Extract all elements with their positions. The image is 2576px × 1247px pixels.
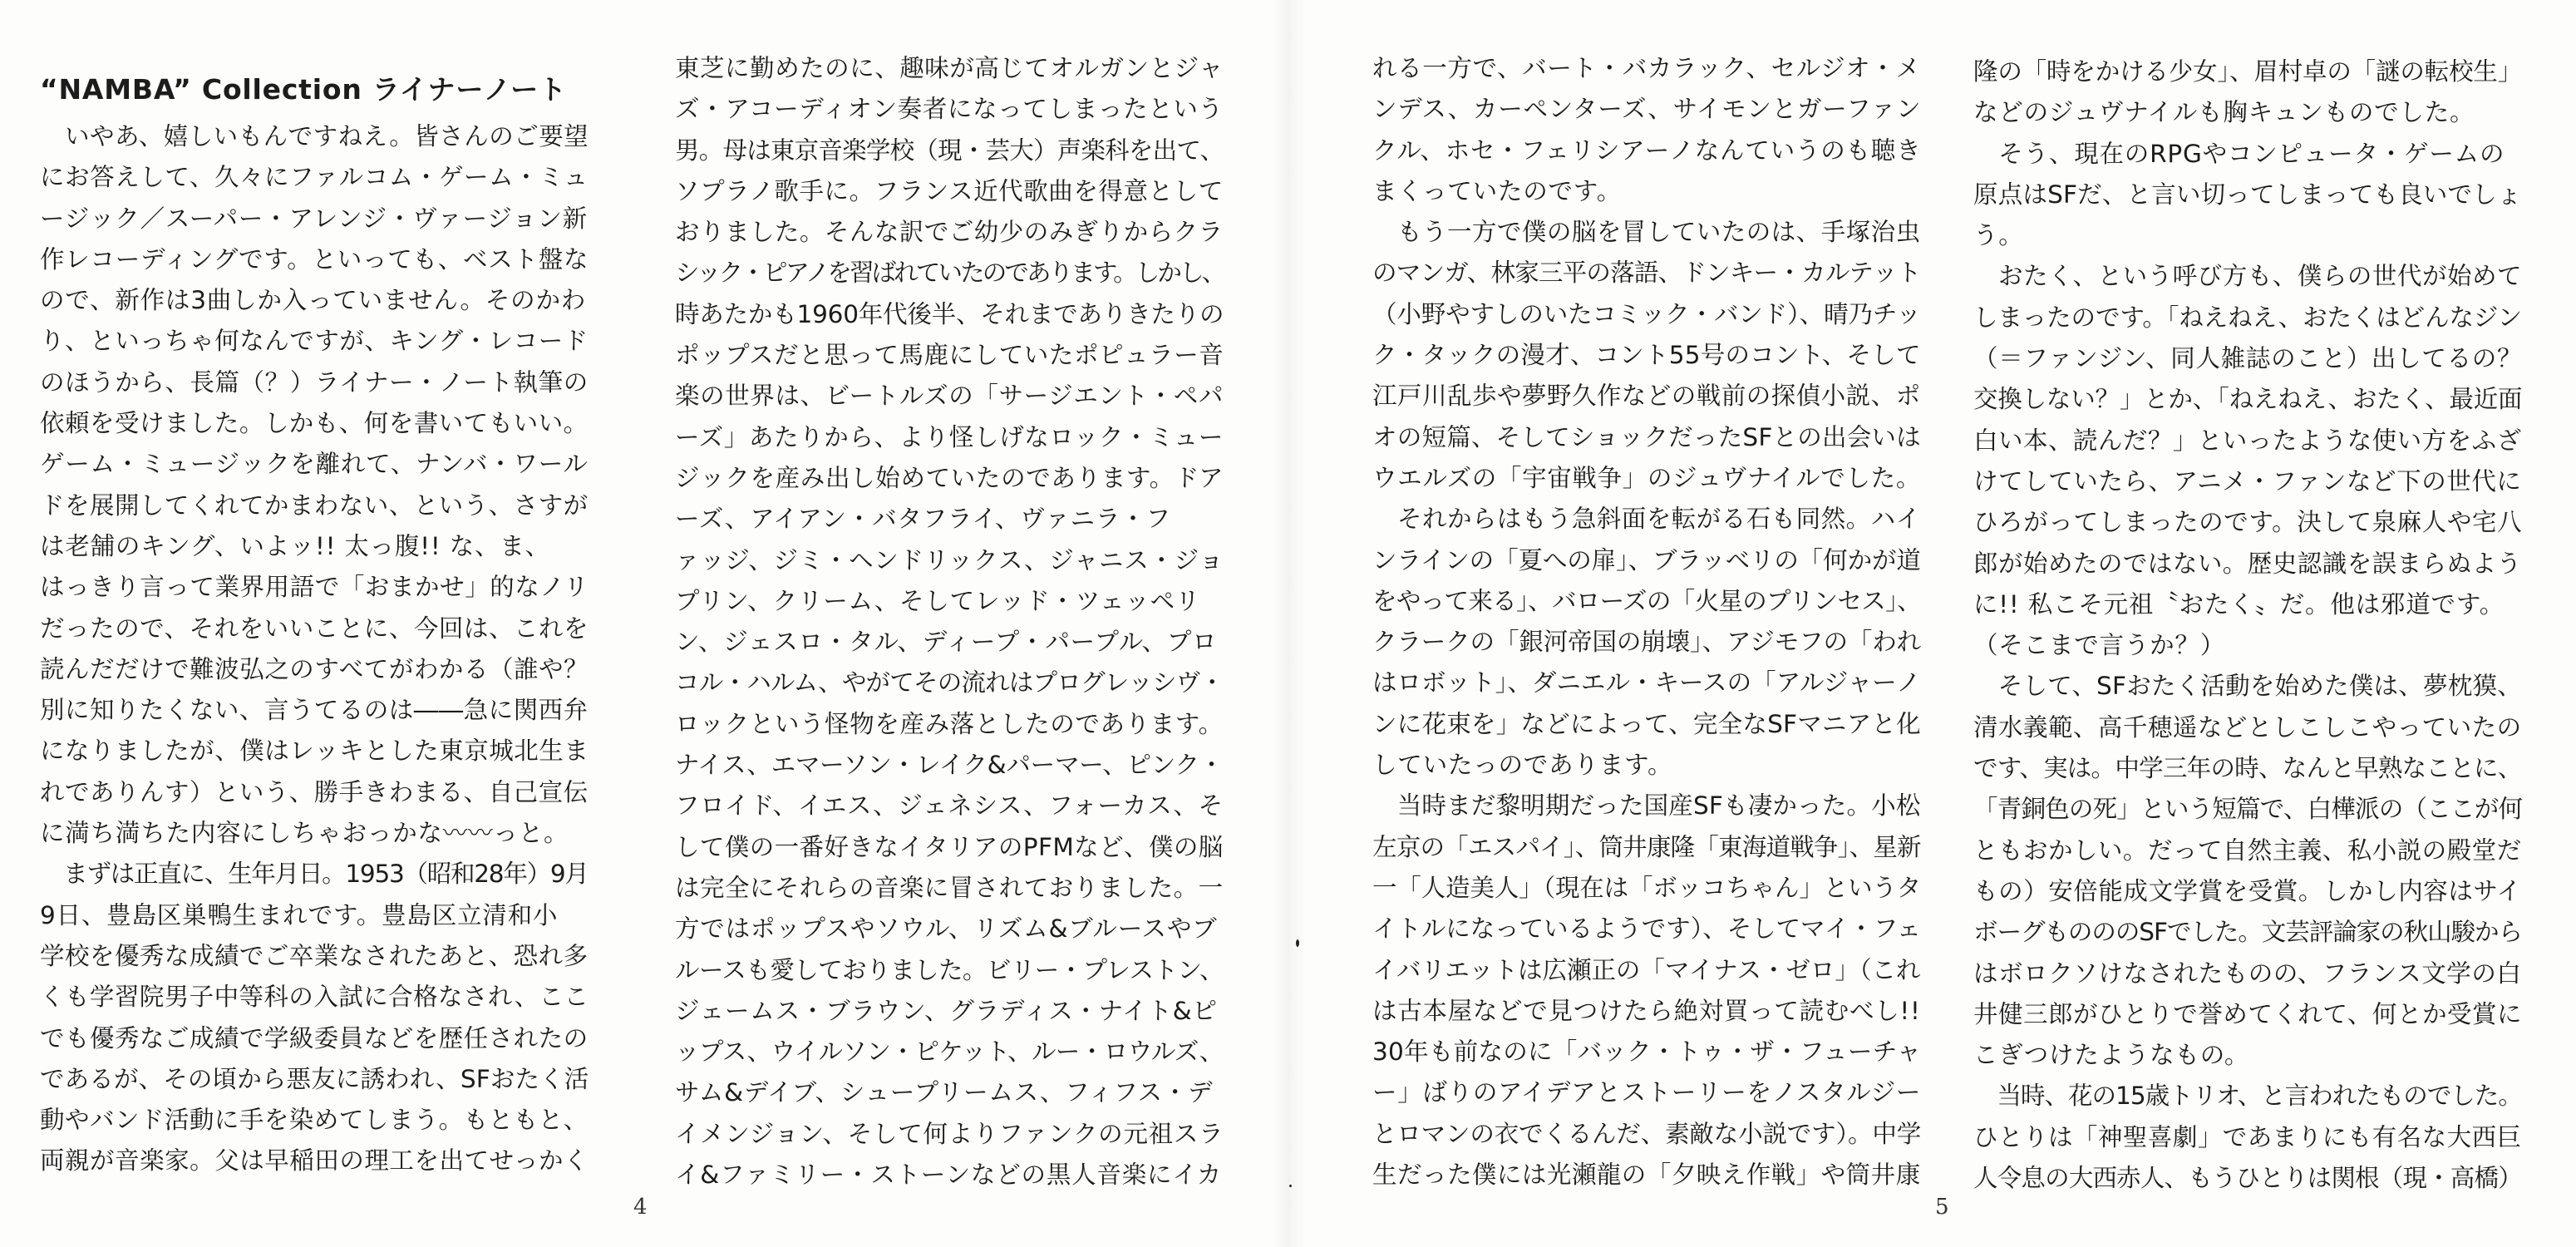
text-line: ジックを産み出し始めていたのであります。ドア <box>675 463 1224 492</box>
text-line: 両親が音楽家。父は早稲田の理工を出てせっかく <box>40 1146 589 1176</box>
text-line: ひろがってしまったのです。決して泉麻人や宅八 <box>1973 508 2523 537</box>
text-line: ク・タックの漫才、コント55号のコント、そして <box>1372 341 1921 370</box>
text-line: に!! 私こそ元祖〝おたく〟だ。他は邪道です。 <box>1973 589 2505 619</box>
text-line: ズ・アコーディオン奏者になってしまったという <box>675 95 1224 124</box>
text-line: です、実は。中学三年の時、なんと早熟なことに、 <box>1973 754 2522 783</box>
text-line: 清水義範、高千穂遥などとしこしこやっていたの <box>1973 712 2522 742</box>
text-line: おりました。そんな訳でご幼少のみぎりからクラ <box>675 218 1224 247</box>
text-line: 別に知りたくない、言うてるのは――急に関西弁 <box>40 696 589 725</box>
text-line: まずは正直に、生年月日。1953（昭和28年）9月 <box>40 860 589 889</box>
text-line: ジェームス・ブラウン、グラディス・ナイト&ピ <box>675 996 1218 1025</box>
text-line: もう一方で僕の脳を冒していたのは、手塚治虫 <box>1372 218 1921 247</box>
text-column-4 <box>1973 52 2522 1199</box>
text-line: イバリエットは広瀬正の「マイナス・ゼロ」（これ <box>1372 955 1921 984</box>
text-line: ロックという怪物を産み落としたのであります。 <box>675 709 1224 738</box>
text-line: とロマンの衣でくるんだ、素敵な小説です）。中学 <box>1372 1119 1922 1148</box>
text-line: ーズ」あたりから、より怪しげなロック・ミュー <box>675 422 1224 451</box>
text-line: 生だった僕には光瀬龍の「夕映え作戦」や筒井康 <box>1372 1161 1921 1190</box>
text-line: は完全にそれらの音楽に冒されておりました。一 <box>675 873 1224 902</box>
text-line: 井健三郎がひとりで誉めてくれて、何とか受賞に <box>1973 999 2523 1028</box>
text-line: はっきり言って業界用語で「おまかせ」的なノリ <box>40 573 589 602</box>
text-line: 東芝に勤めたのに、趣味が高じてオルガンとジャ <box>675 54 1224 82</box>
text-line: ので、新作は3曲しか入っていません。そのかわ <box>40 286 587 315</box>
text-line: になりましたが、僕はレッキとした東京城北生ま <box>40 737 589 766</box>
text-line: もの）安倍能成文学賞を受賞。しかし内容はサイ <box>1973 876 2522 905</box>
text-line: クル、ホセ・フェリシアーノなんていうのも聴き <box>1372 136 1922 165</box>
text-line: コル・ハルム、やがてその流れはプログレッシヴ・ <box>675 668 1224 697</box>
text-line: のマンガ、林家三平の落語、ドンキー・カルテット <box>1372 259 1921 288</box>
text-line: れでありんす）という、勝手きわまる、自己宣伝 <box>40 777 589 806</box>
text-line: くも学習院男子中等科の入試に合格なされ、ここ <box>40 983 589 1012</box>
text-line: 当時まだ黎明期だった国産SFも凄かった。小松 <box>1372 791 1921 821</box>
text-line: などのジュヴナイルも胸キュンものでした。 <box>1973 98 2475 127</box>
text-line: はボロクソけなされたものの、フランス文学の白 <box>1973 959 2522 988</box>
text-line: 方ではポップスやソウル、リズム&ブルースやブ <box>675 914 1218 944</box>
text-line: サム&デイブ、シュープリームス、フィフス・デ <box>675 1078 1214 1107</box>
text-line: それからはもう急斜面を転がる石も同然。ハイ <box>1372 505 1921 534</box>
text-line: おたく、という呼び方も、僕らの世代が始めて <box>1973 262 2523 291</box>
text-line: だったので、それをいいことに、今回は、これを <box>40 614 589 643</box>
text-line: 時あたかも1960年代後半、それまでありきたりの <box>675 299 1224 328</box>
text-line: 当時、花の15歳トリオ、と言われたものでした。 <box>1973 1082 2522 1111</box>
text-line: イトルになっているようです）、そしてマイ・フェ <box>1372 914 1922 944</box>
text-line: 白い本、読んだ？」といったような使い方をふざ <box>1973 426 2522 455</box>
text-line: のほうから、長篇（？）ライナー・ノート執筆の <box>40 367 589 397</box>
text-line: フロイド、イエス、ジェネシス、フォーカス、そ <box>675 791 1224 821</box>
text-line: していたっのであります。 <box>1372 751 1673 780</box>
print-speck <box>1296 939 1299 947</box>
text-line: ーズ、アイアン・バタフライ、ヴァニラ・フ <box>675 505 1171 534</box>
text-line: ウエルズの「宇宙戦争」のジュヴナイルでした。 <box>1372 463 1921 492</box>
text-line: そして、SFおたく活動を始めた僕は、夢枕獏、 <box>1973 672 2522 701</box>
text-line: 一「人造美人」（現在は「ボッコちゃん」というタ <box>1372 873 1922 902</box>
text-line: はロボット」、ダニエル・キースの「アルジャーノ <box>1372 668 1921 697</box>
text-line: して僕の一番好きなイタリアのPFMなど、僕の脳 <box>675 832 1224 861</box>
text-line: （小野やすしのいたコミック・バンド）、晴乃チッ <box>1372 299 1921 328</box>
text-line: いやあ、嬉しいもんですねえ。皆さんのご要望 <box>40 122 589 150</box>
text-line: イメンジョン、そして何よりファンクの元祖スラ <box>675 1119 1224 1148</box>
text-line: 依頼を受けました。しかも、何を書いてもいい。 <box>40 409 589 438</box>
text-line: 江戸川乱歩や夢野久作などの戦前の探偵小説、ポ <box>1372 382 1921 411</box>
text-line: ップス、ウイルソン・ピケット、ルー・ロウルズ、 <box>675 1038 1224 1067</box>
text-column-2 <box>675 48 1224 1195</box>
text-line: ソプラノ歌手に。フランス近代歌曲を得意として <box>675 176 1224 205</box>
page-number-right: 5 <box>1935 1195 1949 1220</box>
text-line: ン、ジェスロ・タル、ディープ・パープル、プロ <box>675 628 1218 657</box>
text-line: ゲーム・ミュージックを離れて、ナンバ・ワール <box>40 450 589 479</box>
text-line: ンデス、カーペンターズ、サイモンとガーファン <box>1372 95 1922 124</box>
text-line: 動やバンド活動に手を染めてしまう。もともと、 <box>40 1106 589 1135</box>
text-line: ボーグものののSFでした。文芸評論家の秋山駿から <box>1973 918 2522 947</box>
text-line: 左京の「エスパイ」、筒井康隆「東海道戦争」、星新 <box>1372 832 1921 861</box>
text-line: う。 <box>1973 221 2024 250</box>
text-line: ひとりは「神聖喜劇」であまりにも有名な大西巨 <box>1973 1122 2522 1151</box>
text-line: れる一方で、バート・バカラック、セルジオ・メ <box>1372 54 1921 82</box>
text-line: クラークの「銀河帝国の崩壊」、アジモフの「われ <box>1372 628 1922 657</box>
text-line: そう、現在のRPGやコンピュータ・ゲームの <box>1973 139 2505 168</box>
text-line: ナイス、エマーソン・レイク&パーマー、ピンク・ <box>675 751 1224 780</box>
text-line: をやって来る」、バローズの「火星のプリンセス」、 <box>1372 586 1922 615</box>
text-line: ンラインの「夏への扉」、ブラッベリの「何かが道 <box>1372 545 1921 574</box>
text-line: ンに花束を」などによって、完全なSFマニアと化 <box>1372 709 1921 738</box>
text-line: であるが、その頃から悪友に誘われ、SFおたく活 <box>40 1064 589 1093</box>
text-line: こぎつけたようなもの。 <box>1973 1041 2250 1070</box>
text-line: にお答えして、久々にファルコム・ゲーム・ミュ <box>40 163 589 192</box>
text-line: オの短篇、そしてショックだったSFとの出会いは <box>1372 422 1921 451</box>
text-column-3 <box>1372 48 1921 1195</box>
text-line: 学校を優秀な成績でご卒業なされたあと、恐れ多 <box>40 941 589 970</box>
text-line: 作レコーディングです。といっても、ベスト盤な <box>40 244 589 274</box>
text-line: は老舗のキング、いよッ!! 太っ腹!! な、ま、 <box>40 531 550 560</box>
text-line: けてしていたら、アニメ・ファンなど下の世代に <box>1973 466 2522 495</box>
text-line: 郎が始めたのではない。歴史認識を誤まらぬよう <box>1973 549 2522 578</box>
text-line: 交換しない？」とか、「ねえねえ、おたく、最近面 <box>1973 385 2523 414</box>
text-line: しまったのです。「ねえねえ、おたくはどんなジン <box>1973 303 2522 332</box>
text-line: 9日、豊島区巣鴨生まれです。豊島区立清和小 <box>40 900 559 929</box>
text-line: 人令息の大西赤人、もうひとりは関根（現・高橋） <box>1973 1164 2522 1193</box>
text-line: ァッジ、ジミ・ヘンドリックス、ジャニス・ジョ <box>675 545 1224 574</box>
text-line: ともおかしい。だって自然主義、私小説の殿堂だ <box>1973 835 2522 865</box>
text-line: シック・ピアノを習ばれていたのであります。しかし、 <box>675 259 1224 288</box>
text-line: 読んだだけで難波弘之のすべてがわかる（誰や？ <box>40 654 589 683</box>
text-line: り、といっちゃ何なんですが、キング・レコード <box>40 327 589 356</box>
text-line: プリン、クリーム、そしてレッド・ツェッペリ <box>675 586 1201 615</box>
text-line: ー」ばりのアイデアとストーリーをノスタルジー <box>1372 1078 1922 1107</box>
text-line: ドを展開してくれてかまわない、という、さすが <box>40 490 589 520</box>
text-line: でも優秀なご成績で学級委員などを歴任されたの <box>40 1023 589 1052</box>
text-line: に満ち満ちた内容にしちゃおっかな〰〰っと。 <box>40 819 569 848</box>
text-line: 男。母は東京音楽学校（現・芸大）声楽科を出て、 <box>675 136 1224 165</box>
print-speck <box>1289 1185 1292 1187</box>
text-line: 「青銅色の死」という短篇で、白樺派の（ここが何 <box>1973 795 2523 824</box>
text-line: （＝ファンジン、同人雑誌のこと）出してるの？ <box>1973 344 2523 373</box>
text-line: ポップスだと思って馬鹿にしていたポピュラー音 <box>675 341 1224 370</box>
text-line: （そこまで言うか？） <box>1973 631 2226 660</box>
text-line: まくっていたのです。 <box>1372 176 1623 205</box>
text-line: ージック／スーパー・アレンジ・ヴァージョン新 <box>40 204 588 233</box>
text-line: 隆の「時をかける少女」、眉村卓の「謎の転校生」 <box>1973 57 2523 86</box>
text-line: 原点はSFだ、と言い切ってしまっても良いでしょ <box>1973 180 2522 209</box>
text-line: は古本屋などで見つけたら絶対買って読むべし!! <box>1372 996 1921 1025</box>
text-line: イ&ファミリー・ストーンなどの黒人音楽にイカ <box>675 1161 1223 1190</box>
liner-notes-title: “NAMBA” Collection ライナーノート <box>40 73 567 106</box>
text-line: 30年も前なのに「バック・トゥ・ザ・フューチャ <box>1372 1038 1922 1067</box>
text-line: 楽の世界は、ビートルズの「サージエント・ペパ <box>675 382 1224 411</box>
page-number-left: 4 <box>633 1195 648 1220</box>
text-column-1 <box>40 67 589 1182</box>
text-line: ルースも愛しておりました。ビリー・プレストン、 <box>675 955 1224 984</box>
